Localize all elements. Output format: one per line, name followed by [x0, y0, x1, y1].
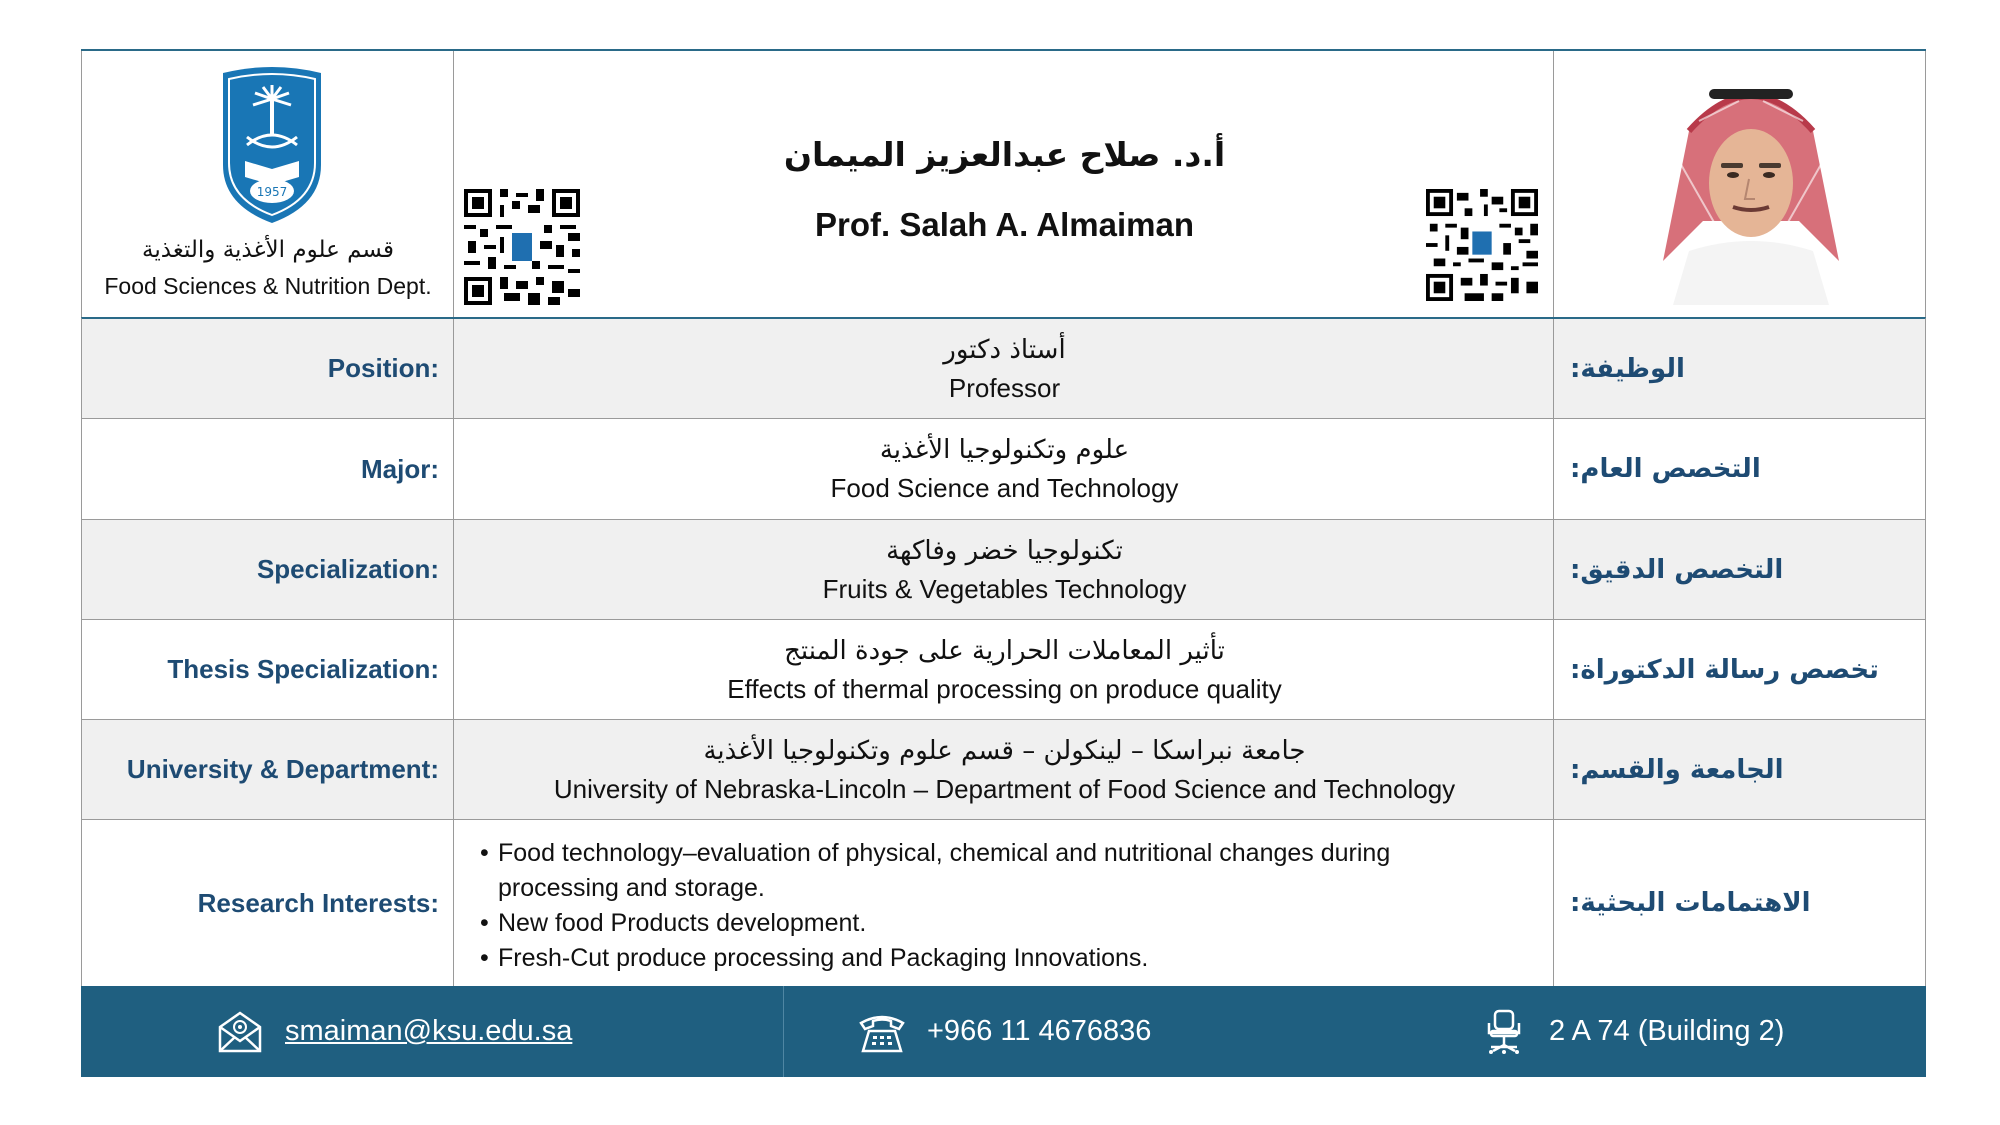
specialization-value [454, 520, 1555, 619]
phone-contact[interactable] [859, 986, 1151, 1077]
university-label-arabic [1553, 720, 1925, 819]
thesis-value [454, 620, 1555, 719]
logo-year: 1957 [256, 185, 288, 199]
phone-number: +966 11 4676836 [927, 1015, 1152, 1047]
footer-divider [783, 986, 784, 1077]
research-row [81, 819, 1926, 986]
professor-name-arabic: أ.د. صلاح عبدالعزيز الميمان [783, 135, 1226, 174]
department-cell [82, 51, 454, 317]
department-name-english: Food Sciences & Nutrition Dept. [104, 273, 432, 299]
position-label-arabic-text: الوظيفة: [1570, 353, 1685, 384]
email-icon [217, 1009, 263, 1055]
research-item: • Food technology–evaluation of physical, chemical and nutritional changes during processing and storage. [480, 836, 1480, 906]
thesis-value-arabic: تأثير المعاملات الحرارية على جودة المنتج [784, 635, 1225, 666]
research-interests [454, 820, 1555, 986]
email-contact[interactable] [217, 986, 572, 1077]
specialization-label-arabic [1553, 520, 1925, 619]
ksu-logo-icon [219, 65, 325, 225]
university-value-arabic: جامعة نبراسكا – لينكولن – قسم علوم وتكنولوجيا الأغذية [703, 735, 1306, 766]
university-label-arabic-text: الجامعة والقسم: [1570, 754, 1784, 785]
photo-cell [1553, 51, 1925, 317]
university-value [454, 720, 1555, 819]
contact-footer [81, 986, 1926, 1077]
major-value-english: Food Science and Technology [830, 473, 1179, 503]
thesis-label-arabic [1553, 620, 1925, 719]
research-label: Research Interests: [82, 820, 454, 986]
university-row [81, 719, 1926, 819]
major-value [454, 419, 1555, 519]
position-label-arabic [1553, 319, 1925, 418]
professor-name-english: Prof. Salah A. Almaiman [815, 206, 1194, 243]
specialization-value-english: Fruits & Vegetables Technology [822, 573, 1187, 604]
research-label-arabic [1553, 820, 1925, 986]
office-chair-icon [1481, 1009, 1527, 1055]
qr-code-icon[interactable] [1426, 189, 1538, 301]
major-label-arabic [1553, 419, 1925, 519]
email-link[interactable]: smaiman@ksu.edu.sa [285, 1015, 573, 1047]
major-label: Major: [82, 419, 454, 519]
research-item: • Fresh-Cut produce processing and Packaging Innovations. [480, 941, 1480, 976]
position-value [454, 319, 1555, 418]
position-row [81, 317, 1926, 418]
thesis-label-arabic-text: تخصص رسالة الدكتوراة: [1570, 654, 1879, 685]
thesis-value-english: Effects of thermal processing on produce quality [727, 673, 1282, 704]
thesis-row [81, 619, 1926, 719]
profile-photo [1649, 71, 1853, 305]
position-value-arabic: أستاذ دكتور [943, 334, 1066, 365]
major-value-arabic: علوم وتكنولوجيا الأغذية [879, 435, 1130, 465]
profile-header [81, 51, 1926, 317]
office-location: 2 A 74 (Building 2) [1549, 1015, 1785, 1047]
specialization-value-arabic: تكنولوجيا خضر وفاكهة [886, 535, 1123, 566]
research-list [480, 836, 1480, 976]
profile-card [81, 49, 1926, 1075]
major-label-arabic-text: التخصص العام: [1570, 454, 1761, 484]
major-row [81, 418, 1926, 519]
department-name-arabic: قسم علوم الأغذية والتغذية [142, 237, 394, 263]
position-label: Position: [82, 319, 454, 418]
name-cell [454, 51, 1555, 317]
office-contact [1481, 986, 1784, 1077]
thesis-label: Thesis Specialization: [82, 620, 454, 719]
university-value-english: University of Nebraska-Lincoln – Department of Food Science and Technology [553, 773, 1456, 804]
university-label: University & Department: [82, 720, 454, 819]
research-label-arabic-text: الاهتمامات البحثية: [1570, 888, 1811, 918]
position-value-english: Professor [948, 372, 1061, 403]
specialization-label-arabic-text: التخصص الدقيق: [1570, 554, 1784, 585]
research-item: • New food Products development. [480, 906, 1480, 941]
specialization-row [81, 519, 1926, 619]
specialization-label: Specialization: [82, 520, 454, 619]
phone-icon [859, 1009, 905, 1055]
